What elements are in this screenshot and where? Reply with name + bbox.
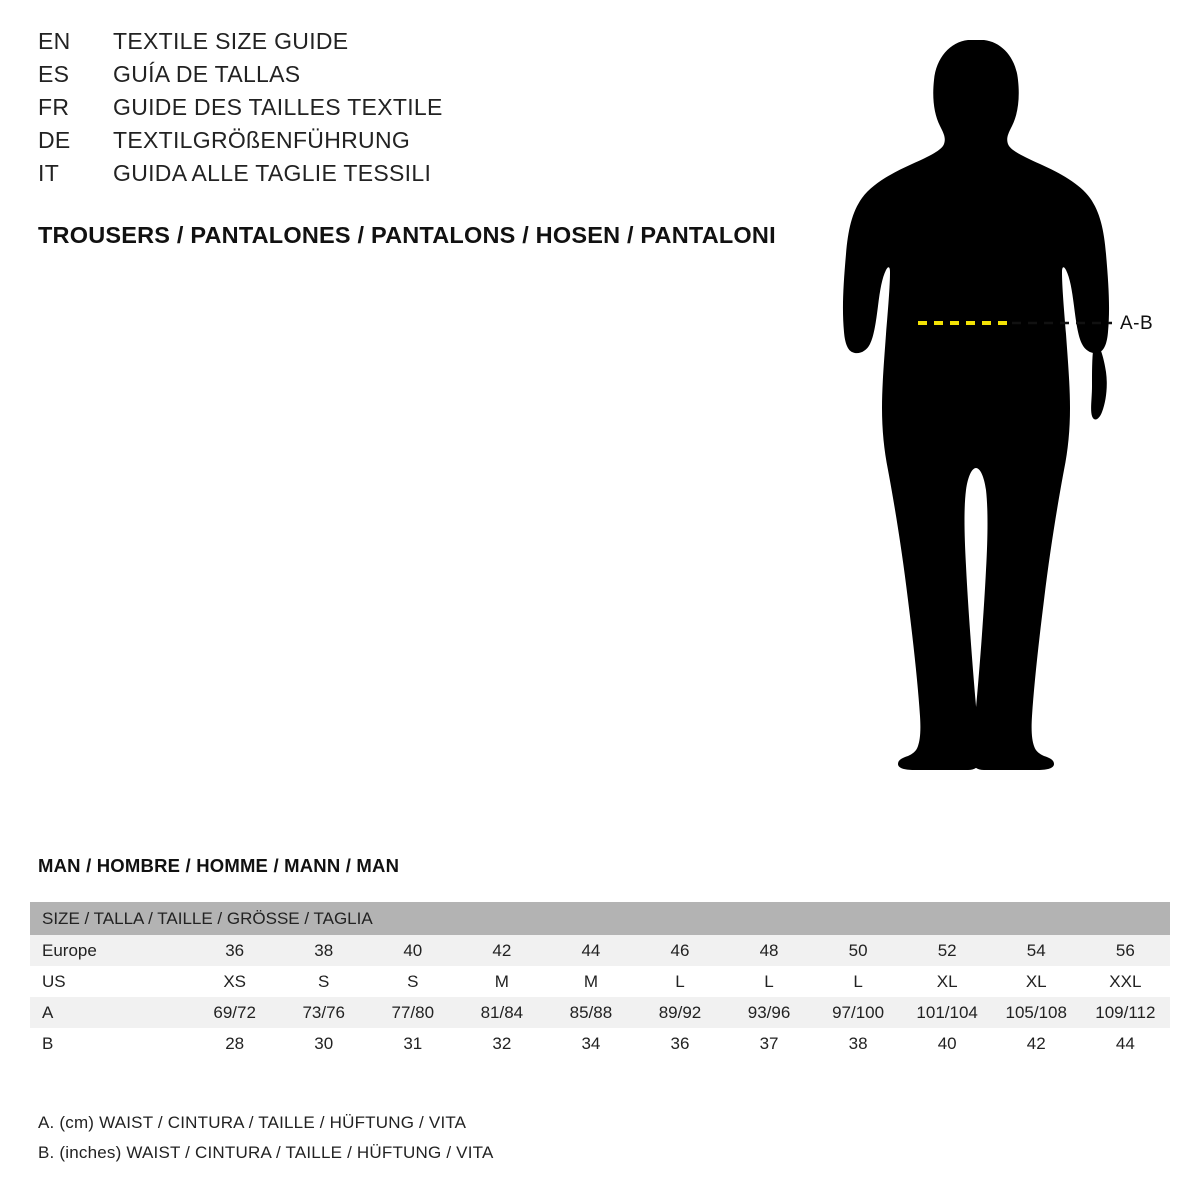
cell: S — [368, 966, 457, 997]
cell: 36 — [190, 935, 279, 966]
measure-ab-label: A-B — [1120, 313, 1154, 334]
table-section-title: MAN / HOMBRE / HOMME / MANN / MAN — [38, 855, 400, 876]
cell: 48 — [725, 935, 814, 966]
cell: L — [814, 966, 903, 997]
cell: 54 — [992, 935, 1081, 966]
language-row — [38, 127, 798, 160]
garment-type-title: TROUSERS / PANTALONES / PANTALONS / HOSEN / PANTALONI — [38, 222, 776, 248]
man-silhouette-shape — [843, 40, 1109, 770]
cell: 73/76 — [279, 997, 368, 1028]
size-chart-table — [30, 902, 1170, 1059]
table-row — [30, 997, 1170, 1028]
footnote-a: A. (cm) WAIST / CINTURA / TAILLE / HÜFTUNG / VITA — [38, 1113, 467, 1132]
cell: XL — [903, 966, 992, 997]
language-row — [38, 61, 798, 94]
cell: 109/112 — [1081, 997, 1170, 1028]
cell: 38 — [279, 935, 368, 966]
cell: 97/100 — [814, 997, 903, 1028]
footnote-b: B. (inches) WAIST / CINTURA / TAILLE / HÜFTUNG / VITA — [38, 1143, 494, 1162]
language-text: TEXTILGRÖßENFÜHRUNG — [113, 127, 411, 153]
cell: XXL — [1081, 966, 1170, 997]
cell: 42 — [992, 1028, 1081, 1059]
language-text: GUÍA DE TALLAS — [113, 61, 301, 87]
cell: 30 — [279, 1028, 368, 1059]
figure-silhouette — [800, 10, 1200, 810]
cell: 56 — [1081, 935, 1170, 966]
cell: XS — [190, 966, 279, 997]
cell: XL — [992, 966, 1081, 997]
table-row — [30, 966, 1170, 997]
cell: 32 — [457, 1028, 546, 1059]
language-text: TEXTILE SIZE GUIDE — [113, 28, 349, 54]
table-header-label: SIZE / TALLA / TAILLE / GRÖSSE / TAGLIA — [30, 902, 1170, 935]
cell: 42 — [457, 935, 546, 966]
cell: 50 — [814, 935, 903, 966]
table-row — [30, 935, 1170, 966]
cell: 46 — [635, 935, 724, 966]
table-header-row — [30, 902, 1170, 935]
cell: 77/80 — [368, 997, 457, 1028]
language-text: GUIDE DES TAILLES TEXTILE — [113, 94, 443, 120]
hand-detail — [1091, 340, 1107, 419]
cell: L — [635, 966, 724, 997]
table-row — [30, 1028, 1170, 1059]
row-label-europe: Europe — [30, 935, 190, 966]
footnotes-block — [38, 1108, 938, 1168]
language-text: GUIDA ALLE TAGLIE TESSILI — [113, 160, 432, 186]
cell: 31 — [368, 1028, 457, 1059]
cell: 81/84 — [457, 997, 546, 1028]
cell: 69/72 — [190, 997, 279, 1028]
language-code: IT — [38, 160, 60, 186]
cell: 105/108 — [992, 997, 1081, 1028]
language-title-block — [38, 28, 798, 193]
row-label-us: US — [30, 966, 190, 997]
cell: 101/104 — [903, 997, 992, 1028]
language-row — [38, 160, 798, 193]
language-row — [38, 28, 798, 61]
cell: 38 — [814, 1028, 903, 1059]
cell: S — [279, 966, 368, 997]
cell: 40 — [368, 935, 457, 966]
cell: M — [457, 966, 546, 997]
language-code: DE — [38, 127, 71, 153]
language-code: FR — [38, 94, 70, 120]
language-code: ES — [38, 61, 70, 87]
cell: 85/88 — [546, 997, 635, 1028]
cell: 34 — [546, 1028, 635, 1059]
row-label-b: B — [30, 1028, 190, 1059]
cell: 44 — [546, 935, 635, 966]
cell: 28 — [190, 1028, 279, 1059]
cell: 44 — [1081, 1028, 1170, 1059]
cell: M — [546, 966, 635, 997]
cell: 93/96 — [725, 997, 814, 1028]
language-row — [38, 94, 798, 127]
row-label-a: A — [30, 997, 190, 1028]
cell: 40 — [903, 1028, 992, 1059]
cell: 36 — [635, 1028, 724, 1059]
cell: 52 — [903, 935, 992, 966]
language-code: EN — [38, 28, 71, 54]
cell: 37 — [725, 1028, 814, 1059]
cell: 89/92 — [635, 997, 724, 1028]
cell: L — [725, 966, 814, 997]
